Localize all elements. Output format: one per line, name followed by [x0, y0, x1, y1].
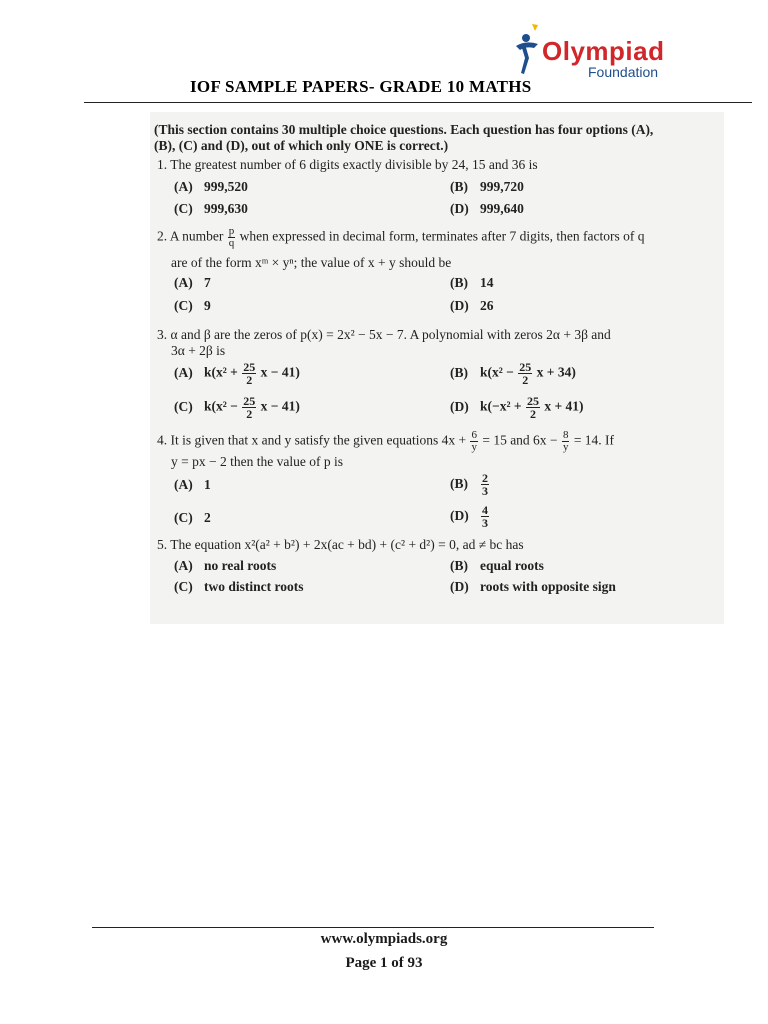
- question-5-option-b: (B) equal roots: [450, 558, 544, 573]
- logo-subtitle: Foundation: [588, 64, 659, 80]
- question-1-option-b: (B) 999,720: [450, 179, 524, 194]
- page-title: IOF SAMPLE PAPERS- GRADE 10 MATHS: [190, 77, 532, 96]
- page-number: Page 1 of 93: [345, 955, 423, 971]
- question-4-option-a: (A) 1: [174, 477, 211, 492]
- header-divider: [84, 102, 752, 103]
- question-5-stem: 5. The equation x²(a² + b²) + 2x(ac + bd) + (c² + d²) = 0, ad ≠ bc has: [157, 537, 524, 552]
- olympiad-logo: [512, 22, 672, 82]
- question-3-stem: 3. α and β are the zeros of p(x) = 2x² − 5x − 7. A polynomial with zeros 2α + 3β and: [157, 327, 611, 342]
- footer-divider: [92, 927, 654, 928]
- footer-website: www.olympiads.org: [320, 931, 448, 947]
- question-2-stem: 2. A number $\frac{p}{q}$ when expressed in decimal form, terminates after 7 digits, then factors of q: [157, 225, 645, 249]
- question-1-option-c: (C) 999,630: [174, 201, 248, 216]
- question-2-option-b: (B) 14: [450, 275, 494, 290]
- question-1-stem: 1. The greatest number of 6 digits exactly divisible by 24, 15 and 36 is: [157, 157, 538, 172]
- question-3-option-b: (B) k(x² − $\frac{25}{2}$ x + 34): [450, 360, 576, 387]
- question-4-option-c: (C) 2: [174, 510, 211, 525]
- question-5-option-d: (D) roots with opposite sign: [450, 579, 616, 594]
- logo-title: Olympiad: [542, 36, 665, 66]
- runner-icon: [512, 22, 546, 80]
- question-1-option-a: (A) 999,520: [174, 179, 248, 194]
- question-3-option-d: (D) k(−x² + $\frac{25}{2}$ x + 41): [450, 394, 584, 421]
- question-4-option-d: (D) $\frac{4}{3}$: [450, 503, 488, 530]
- question-3-stem-line-2: 3α + 2β is: [171, 343, 226, 358]
- question-4-option-b: (B) $\frac{2}{3}$: [450, 471, 488, 498]
- question-4-stem: 4. It is given that x and y satisfy the given equations 4x + $\frac{6}{y}$ = 15 and 6x − $\frac{8}{y}$ = 14. If: [157, 429, 615, 453]
- question-scan: [150, 112, 724, 624]
- question-5-option-a: (A) no real roots: [174, 558, 277, 573]
- question-2-option-d: (D) 26: [450, 298, 494, 313]
- question-5-option-c: (C) two distinct roots: [174, 579, 304, 594]
- section-instructions-line-1: (This section contains 30 multiple choice questions. Each question has four options (A),: [154, 122, 654, 137]
- question-3-option-a: (A) k(x² + $\frac{25}{2}$ x − 41): [174, 360, 300, 387]
- question-2-option-c: (C) 9: [174, 298, 211, 313]
- question-1-option-d: (D) 999,640: [450, 201, 524, 216]
- question-2-stem-line-2: are of the form xᵐ × yⁿ; the value of x + y should be: [171, 255, 452, 270]
- question-2-option-a: (A) 7: [174, 275, 211, 290]
- question-3-option-c: (C) k(x² − $\frac{25}{2}$ x − 41): [174, 394, 300, 421]
- fraction-p-over-q: $\frac{p}{q}$: [228, 225, 235, 249]
- section-instructions-line-2: (B), (C) and (D), out of which only ONE is correct.): [154, 138, 449, 153]
- question-4-stem-line-2: y = px − 2 then the value of p is: [171, 454, 343, 469]
